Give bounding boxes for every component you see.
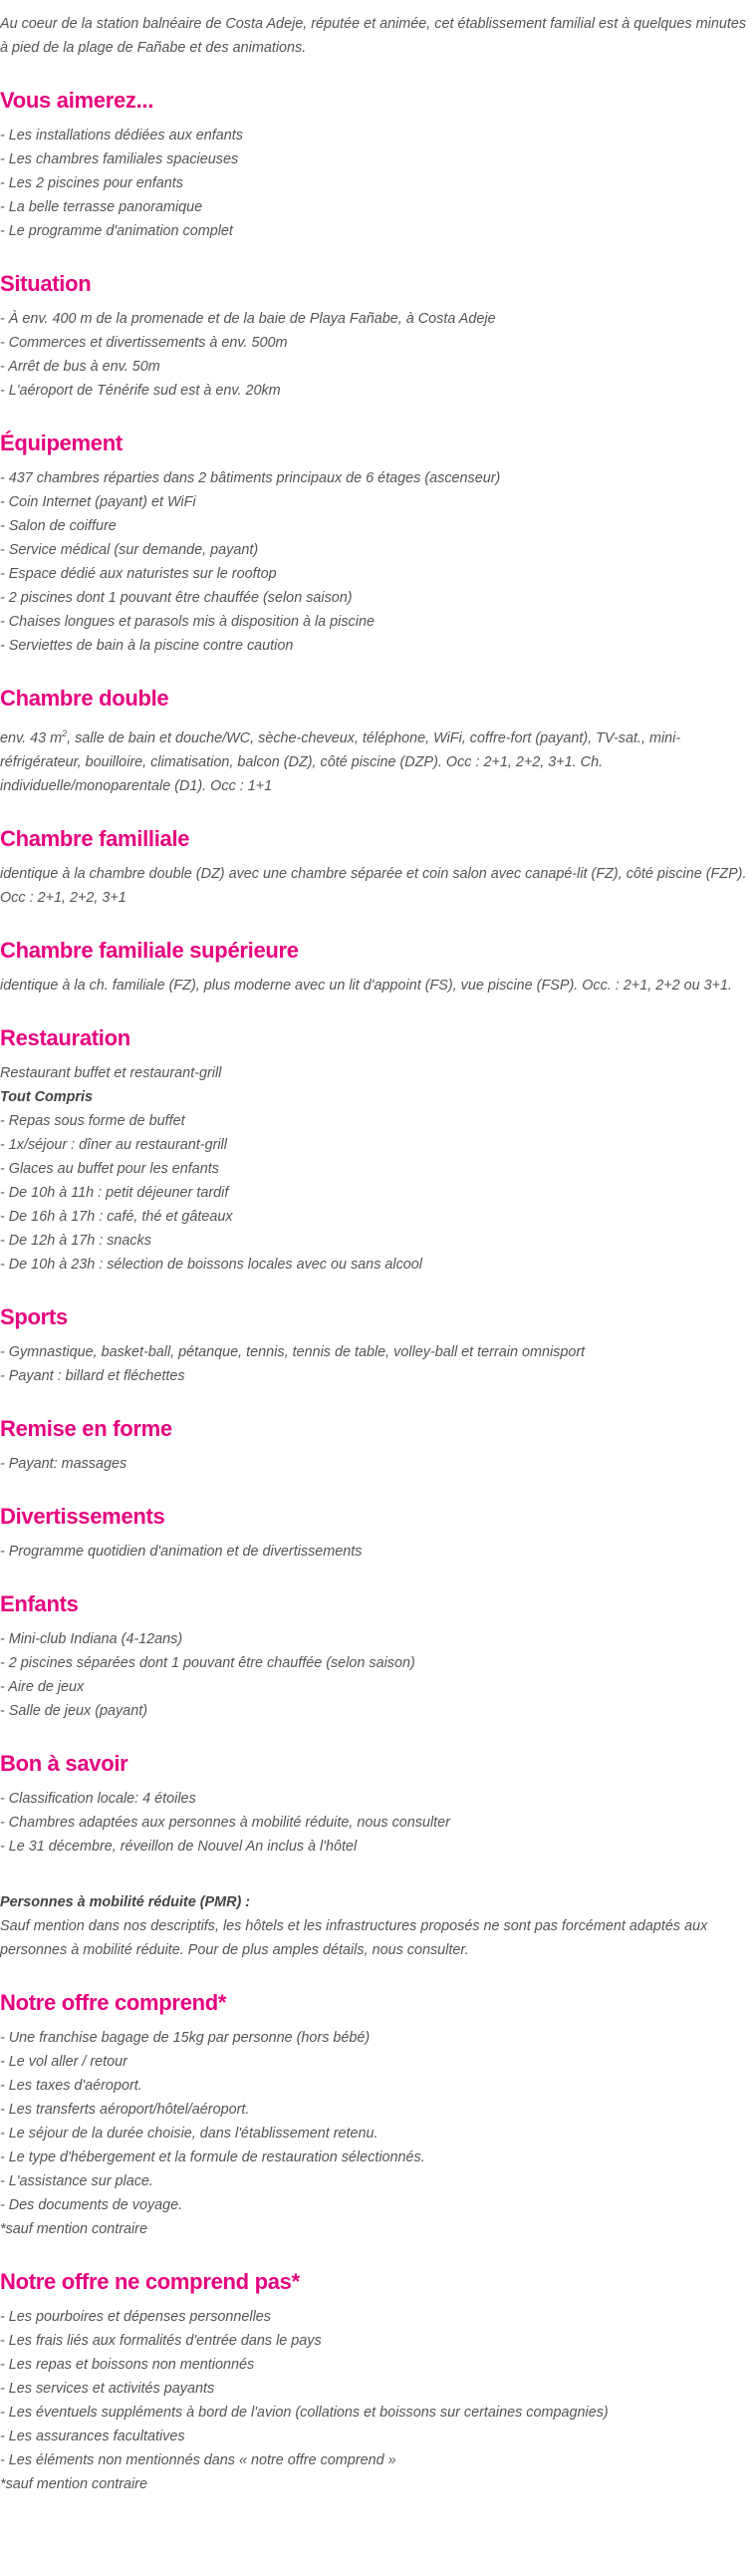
list-item: - Classification locale: 4 étoiles [0,1790,196,1807]
list-item: - À env. 400 m de la promenade et de la baie de Playa Fañabe, à Costa Adeje [0,311,496,327]
list-item: - Les chambres familiales spacieuses [0,151,239,167]
section-sports [0,1302,755,1388]
list-item: - 2 piscines dont 1 pouvant être chauffée (selon saison) [0,590,353,606]
list-item: - Les pourboires et dépenses personnelles [0,2308,271,2325]
situation-list [0,307,755,403]
list-item: - Aire de jeux [0,1678,85,1695]
double-room-text [0,721,755,798]
list-item: - Les éventuels suppléments à bord de l'avion (collations et boissons sur certaines compagnies) [0,2404,609,2421]
included-list [0,2026,755,2241]
list-item: - Les frais liés aux formalités d'entrée dans le pays [0,2332,322,2349]
likes-list [0,124,755,243]
list-item: - Salle de jeux (payant) [0,1702,147,1719]
section-equipement [0,429,755,658]
entertainment-list [0,1540,755,1564]
list-item: - Chaises longues et parasols mis à disposition à la piscine [0,614,375,630]
list-item: - Le vol aller / retour [0,2053,127,2070]
list-item: - Coin Internet (payant) et WiFi [0,494,196,510]
list-item: - De 10h à 11h : petit déjeuner tardif [0,1184,229,1201]
list-item: - 437 chambres réparties dans 2 bâtiments principaux de 6 étages (ascenseur) [0,470,501,486]
section-divertissements [0,1502,755,1564]
section-title-restauration: Restauration [0,1024,130,1050]
family-room-text: identique à la chambre double (DZ) avec une chambre séparée et coin salon avec canapé-lit (FZ), côté piscine (FZP). Occ : 2+1, 2+2, 3+1 [0,865,747,906]
intro-text: Au coeur de la station balnéaire de Costa Adeje, réputée et animée, cet établissement familial est à quelques minutes à pied de la plage de Fañabe et des animations. [0,16,747,56]
list-item: - Le séjour de la durée choisie, dans l'établissement retenu. [0,2125,378,2142]
list-item: - Les transferts aéroport/hôtel/aéroport. [0,2101,250,2118]
section-chambre-double [0,684,755,798]
section-title-vous-aimerez: Vous aimerez... [0,88,154,113]
list-item: - 1x/séjour : dîner au restaurant-grill [0,1136,227,1153]
pmr-block [0,1890,755,1962]
list-item: - Glaces au buffet pour les enfants [0,1160,219,1177]
section-offre-ne-comprend-pas [0,2267,755,2496]
list-item: - De 16h à 17h : café, thé et gâteaux [0,1208,233,1225]
list-item: - Service médical (sur demande, payant) [0,542,259,558]
list-item: - Les assurances facultatives [0,2428,185,2444]
list-item: - Le type d'hébergement et la formule de restauration sélectionnés. [0,2148,425,2165]
pmr-text: Sauf mention dans nos descriptifs, les hôtels et les infrastructures proposés ne sont pas forcément adaptés aux personnes à mobilité réduite. Pour de plus amples détails, nous consulter. [0,1917,708,1958]
section-title-chambre-double: Chambre double [0,686,169,711]
list-item: - Le programme d'animation complet [0,223,233,239]
list-item: - Espace dédié aux naturistes sur le rooftop [0,566,277,582]
list-item: - L'assistance sur place. [0,2172,153,2189]
section-title-remise-en-forme: Remise en forme [0,1415,172,1441]
list-item: - Des documents de voyage. [0,2196,183,2213]
list-item: - Payant : billard et fléchettes [0,1367,185,1384]
list-item: - L'aéroport de Ténérife sud est à env. 20km [0,383,281,399]
list-item: - Repas sous forme de buffet [0,1112,185,1129]
pmr-title: Personnes à mobilité réduite (PMR) : [0,1893,251,1910]
section-chambre-familliale [0,824,755,910]
superior-family-room-text: identique à la ch. familiale (FZ), plus moderne avec un lit d'appoint (FS), vue piscine (FSP). Occ. : 2+1, 2+2 ou 3+1. [0,977,733,994]
list-item: - Les 2 piscines pour enfants [0,175,183,191]
dining-intro: Restaurant buffet et restaurant-grill [0,1064,222,1081]
section-title-equipement: Équipement [0,430,123,455]
section-bon-a-savoir [0,1749,755,1962]
section-enfants [0,1589,755,1723]
superscript: 2 [62,728,68,738]
not-included-list [0,2305,755,2496]
section-situation [0,269,755,403]
list-item: - Arrêt de bus à env. 50m [0,359,160,375]
list-item: - Une franchise bagage de 15kg par personne (hors bébé) [0,2029,371,2046]
list-item: - Le 31 décembre, réveillon de Nouvel An inclus à l'hôtel [0,1838,358,1855]
list-item: - Gymnastique, basket-ball, pétanque, tennis, tennis de table, volley-ball et terrain omnisport [0,1343,586,1360]
double-room-text-part: env. 43 m [0,729,63,746]
section-title-sports: Sports [0,1303,68,1329]
footnote: *sauf mention contraire [0,2475,147,2492]
list-item: - Mini-club Indiana (4-12ans) [0,1630,183,1647]
section-restauration [0,1023,755,1277]
kids-list [0,1627,755,1723]
section-title-offre-ne-comprend-pas: Notre offre ne comprend pas* [0,2268,300,2294]
section-remise-en-forme [0,1414,755,1476]
list-item: - De 10h à 23h : sélection de boissons locales avec ou sans alcool [0,1256,422,1273]
section-title-chambre-familliale: Chambre familliale [0,825,190,851]
list-item: - De 12h à 17h : snacks [0,1232,151,1249]
sports-list [0,1340,755,1388]
list-item: - Chambres adaptées aux personnes à mobilité réduite, nous consulter [0,1814,450,1831]
good-to-know-list [0,1787,755,1859]
wellness-list [0,1452,755,1476]
section-offre-comprend [0,1988,755,2241]
list-item: - Programme quotidien d'animation et de divertissements [0,1543,363,1560]
section-title-divertissements: Divertissements [0,1503,165,1529]
section-title-situation: Situation [0,271,92,296]
list-item: - Les repas et boissons non mentionnés [0,2356,255,2373]
list-item: - Les taxes d'aéroport. [0,2077,142,2094]
list-item: - Salon de coiffure [0,518,117,534]
list-item: - Les installations dédiées aux enfants [0,128,243,143]
list-item: - La belle terrasse panoramique [0,199,203,215]
section-title-enfants: Enfants [0,1590,79,1616]
section-title-bon-a-savoir: Bon à savoir [0,1750,128,1776]
list-item: - Commerces et divertissements à env. 500m [0,335,288,351]
section-title-chambre-familiale-superieure: Chambre familiale supérieure [0,937,299,963]
dining-list [0,1061,755,1277]
list-item: - 2 piscines séparées dont 1 pouvant être chauffée (selon saison) [0,1654,415,1671]
list-item: - Serviettes de bain à la piscine contre caution [0,638,294,654]
section-title-offre-comprend: Notre offre comprend* [0,1989,227,2015]
equipment-list [0,466,755,658]
list-item: - Les services et activités payants [0,2380,215,2397]
list-item: - Payant: massages [0,1455,127,1472]
section-chambre-familiale-superieure [0,936,755,998]
list-item: - Les éléments non mentionnés dans « notre offre comprend » [0,2451,396,2468]
section-vous-aimerez [0,86,755,243]
footnote: *sauf mention contraire [0,2220,147,2237]
dining-subtitle: Tout Compris [0,1088,93,1105]
double-room-text-part: , salle de bain et douche/WC, sèche-cheveux, téléphone, WiFi, coffre-fort (payant), TV-sat., mini-réfrigérateur, bouilloire, climatisation, balcon (DZ), côté piscine (DZP). Occ : 2+1, 2+2, 3+1. Ch. individuelle/monoparentale (D1). Occ : 1+1 [0,729,681,794]
